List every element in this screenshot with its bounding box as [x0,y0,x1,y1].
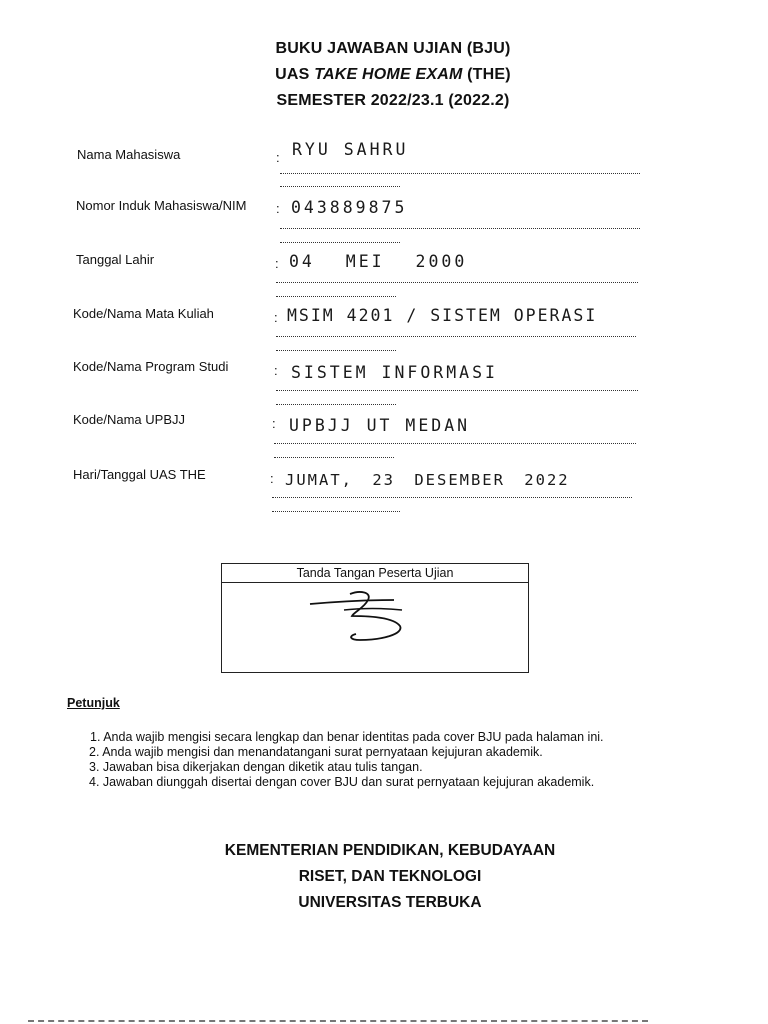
title-line-2-italic: TAKE HOME EXAM [314,66,463,83]
scan-artifact-line [28,1018,648,1022]
institution-footer [0,838,768,916]
field-colon: : [274,363,278,378]
field-value: 043889875 [291,198,408,217]
field-colon: : [275,256,279,271]
list-item: 3. Jawaban bisa dikerjakan dengan diketik atau tulis tangan. [89,760,423,774]
field-value: 04 MEI 2000 [289,252,468,271]
field-colon: : [276,201,280,216]
dotted-line [276,296,396,297]
field-label: Hari/Tanggal UAS THE [73,467,206,482]
title-line-2-prefix: UAS [275,66,315,83]
dotted-line [280,242,400,243]
signature-box [221,563,529,673]
footer-line-3: UNIVERSITAS TERBUKA [298,894,482,911]
dotted-line [280,228,640,229]
petunjuk-title: Petunjuk [67,696,120,710]
title-line-2 [0,62,768,88]
dotted-line [272,511,400,512]
footer-line-2: RISET, DAN TEKNOLOGI [298,868,482,885]
field-label: Tanggal Lahir [76,252,155,267]
list-item: 1. Anda wajib mengisi secara lengkap dan benar identitas pada cover BJU pada halaman ini. [90,730,604,744]
document-title [0,36,768,114]
list-item: 4. Jawaban diunggah disertai dengan cover BJU dan surat pernyataan kejujuran akademik. [89,775,595,789]
field-label: Nama Mahasiswa [77,147,181,162]
title-line-1: BUKU JAWABAN UJIAN (BJU) [275,40,511,57]
field-label: Kode/Nama UPBJJ [73,412,185,427]
title-line-3: SEMESTER 2022/23.1 (2022.2) [276,92,510,109]
dotted-line [276,390,638,391]
dotted-line [276,404,396,405]
handwritten-signature [302,588,452,668]
dotted-line [280,186,400,187]
field-value: RYU SAHRU [292,140,409,159]
field-label: Nomor Induk Mahasiswa/NIM [76,198,247,213]
field-value: MSIM 4201 / SISTEM OPERASI [287,306,598,325]
field-colon: : [270,471,274,486]
field-label: Kode/Nama Program Studi [73,359,229,374]
dotted-line [276,282,638,283]
field-label: Kode/Nama Mata Kuliah [73,306,214,321]
dotted-line [274,443,636,444]
field-value: SISTEM INFORMASI [291,363,498,382]
field-value: JUMAT, 23 DESEMBER 2022 [285,471,570,489]
petunjuk-list [86,730,604,790]
footer-line-1: KEMENTERIAN PENDIDIKAN, KEBUDAYAAN [224,842,556,859]
field-value: UPBJJ UT MEDAN [289,416,471,435]
title-line-2-suffix: (THE) [462,66,511,83]
signature-label: Tanda Tangan Peserta Ujian [222,564,528,583]
field-colon: : [276,150,280,165]
dotted-line [274,457,394,458]
field-colon: : [272,416,276,431]
dotted-line [280,173,640,174]
dotted-line [272,497,632,498]
field-colon: : [274,310,278,325]
dotted-line [276,350,396,351]
list-item: 2. Anda wajib mengisi dan menandatangani surat pernyataan kejujuran akademik. [89,745,543,759]
dotted-line [276,336,636,337]
